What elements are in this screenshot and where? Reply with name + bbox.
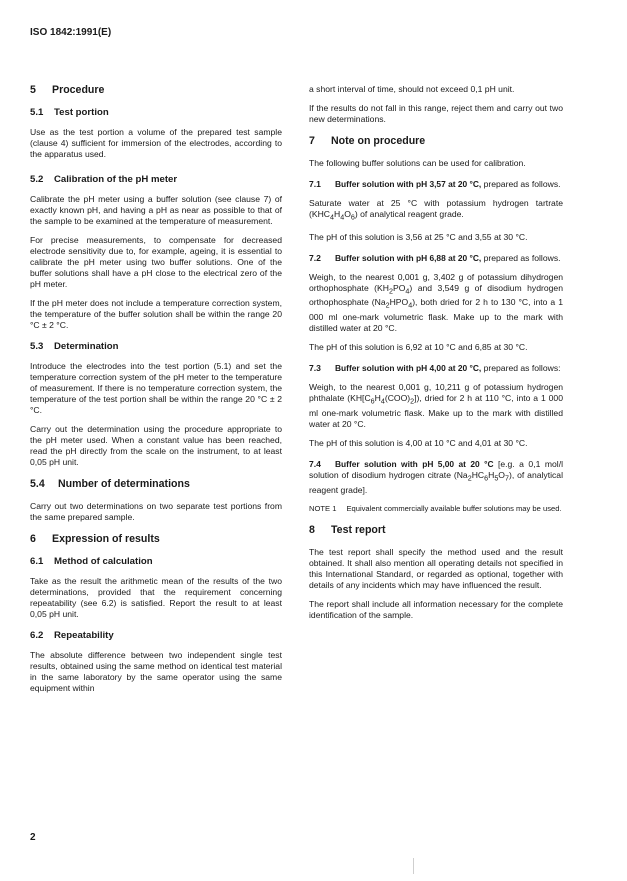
section-6-1-heading [30, 556, 282, 568]
paragraph [309, 198, 563, 224]
standard-header: ISO 1842:1991(E) [30, 27, 112, 38]
paragraph: The test report shall specify the method used and the result obtained. It shall also mention all operating details not specified in this International Standard, or regarded as optional, together with details of any incidents which may have influenced the result. [309, 546, 563, 590]
text-run: (COO) [384, 393, 411, 404]
section-title: Number of determinations [58, 478, 190, 490]
paragraph: The following buffer solutions can be used for calibration. [309, 158, 526, 168]
section-number: 5.3 [30, 341, 44, 352]
scan-mark [413, 858, 414, 874]
heading-tail: prepared as follows: [481, 363, 561, 374]
section-number: 5.2 [30, 174, 44, 185]
text-run: ) of analytical reagent grade. [354, 209, 464, 219]
left-column [30, 84, 282, 702]
heading-tail: prepared as follows. [481, 252, 561, 263]
paragraph: The pH of this solution is 6,92 at 10 °C and 6,85 at 30 °C. [309, 342, 528, 353]
subscript: 6 [350, 213, 355, 222]
paragraph: For precise measurements, to compensate for decreased electrode sensitivity due to, for example, ageing, it is essential to calibrate the pH meter using two buffer solutions. One of the buffer solutions shall have a pH close to the electrical zero of the pH meter. [30, 235, 282, 289]
section-title: Buffer solution with pH 3,57 at 20 °C, [335, 179, 482, 189]
section-number: 6.2 [30, 630, 44, 641]
text-run: ), of analytical reagent grade]. [309, 469, 563, 495]
subscript: 4 [380, 397, 385, 406]
section-title: Buffer solution with pH 5,00 at 20 °C [335, 458, 494, 469]
text-run: H [334, 209, 341, 219]
paragraph: If the pH meter does not include a temperature correction system, the temperature of the buffer solution shall be within the range 20 °C ± 2 °C. [30, 298, 282, 330]
section-number: 7.1 [309, 179, 321, 189]
text-run: H [488, 469, 495, 480]
subscript: 2 [410, 397, 415, 406]
text-run: PO [392, 282, 406, 293]
page-number: 2 [30, 832, 36, 843]
text-run: O [498, 469, 505, 480]
paragraph: Use as the test portion a volume of the prepared test sample (clause 4) sufficient for immersion of the electrodes, according to the apparatus used. [30, 127, 282, 159]
section-number: 5.1 [30, 107, 44, 118]
subscript: 5 [494, 474, 499, 483]
subscript: 2 [467, 474, 472, 483]
subscript: 4 [340, 213, 345, 222]
section-title: Procedure [52, 84, 105, 96]
paragraph: The absolute difference between two independent single test results, obtained using the same method on identical test material in the same laboratory by the same operator using the same equipment within [30, 650, 282, 693]
paragraph: Calibrate the pH meter using a buffer solution (see clause 7) of exactly known pH, and having a pH as near as possible to that of the sample to be examined at the temperature of measurement. [30, 194, 282, 226]
section-number: 6.1 [30, 556, 44, 567]
subscript: 6 [370, 397, 375, 406]
paragraph: a short interval of time, should not exceed 0,1 pH unit. [309, 84, 515, 94]
note [309, 504, 563, 514]
subscript: 4 [408, 302, 413, 311]
subscript: 4 [330, 213, 334, 222]
paragraph: Take as the result the arithmetic mean of the results of the two determinations, provided that the requirement concerning repeatability (see 6.2) is satisfied. Report the result to at least 0,05 pH unit. [30, 576, 282, 619]
section-title: Test report [331, 523, 386, 536]
section-title: Method of calculation [54, 556, 153, 567]
paragraph: The pH of this solution is 4,00 at 10 °C and 4,01 at 30 °C. [309, 437, 528, 448]
section-6-heading [30, 533, 282, 546]
section-7-1-heading [309, 179, 563, 190]
section-number: 6 [30, 533, 36, 545]
section-8-heading [309, 524, 563, 537]
section-5-heading [30, 84, 282, 97]
paragraph: Introduce the electrodes into the test portion (5.1) and set the temperature correction system of the pH meter to the temperature of measurement. If there is no temperature correction system, the temperature of the test portion shall be within the range 20 °C ± 2 °C. [30, 361, 282, 415]
subscript: 2 [385, 302, 390, 311]
text-run: ) and 3,549 g of disodium hydrogen orthophosphate (Na [309, 282, 563, 308]
text-run: Weigh, to the nearest 0,001 g, 10,211 g of potassium hydrogen phthalate (KH[C [309, 382, 563, 404]
note-label: NOTE 1 [309, 503, 337, 513]
text-run: ), both dried for 2 h to 130 °C, into a 1 000 ml one-mark volumetric flask. Make up to the mark with distilled water at 20 °C. [309, 297, 563, 334]
section-5-2-heading [30, 174, 282, 186]
paragraph: Carry out the determination using the procedure appropriate to the pH meter used. When a constant value has been reached, read the pH directly from the scale on the instrument, to at least 0,05 pH unit. [30, 424, 282, 467]
subscript: 6 [484, 474, 489, 483]
section-title: Buffer solution with pH 4,00 at 20 °C, [335, 363, 482, 374]
section-7-heading [309, 135, 563, 148]
section-title: Determination [54, 341, 119, 352]
text-run: HC [471, 469, 485, 480]
section-5-3-heading [30, 341, 282, 353]
text-run: Saturate water at 25 °C with potassium hydrogen tartrate (KHC [309, 198, 563, 219]
heading-tail: prepared as follows. [481, 179, 561, 189]
subscript: 2 [388, 287, 393, 296]
text-run: [e.g. a 0,1 mol/l solution of disodium hydrogen citrate (Na [309, 458, 563, 480]
subscript: 4 [405, 287, 410, 296]
text-run: ]), dried for 2 h at 110 °C, into a 1 000 ml one-mark volumetric flask. Make up to the mark with distilled water at 20 °C. [309, 393, 563, 429]
section-title: Calibration of the pH meter [54, 174, 178, 185]
section-title: Note on procedure [331, 135, 426, 147]
section-number: 7.4 [309, 458, 321, 469]
section-title: Buffer solution with pH 6,88 at 20 °C, [335, 252, 482, 263]
section-5-4-heading [30, 478, 282, 491]
text-run: Weigh, to the nearest 0,001 g, 3,402 g of potassium dihydrogen orthophosphate (KH [309, 271, 563, 293]
text-run: O [344, 209, 351, 219]
section-number: 7 [309, 135, 315, 147]
text-run: HPO [389, 297, 409, 308]
section-6-2-heading [30, 630, 282, 642]
paragraph: If the results do not fall in this range, reject them and carry out two new determinations. [309, 103, 563, 124]
section-7-4-heading [309, 459, 563, 496]
paragraph [309, 272, 563, 334]
section-7-3-heading [309, 363, 563, 374]
subscript: 7 [504, 474, 509, 483]
section-number: 8 [309, 523, 315, 536]
section-number: 7.3 [309, 363, 321, 374]
section-title: Test portion [54, 107, 109, 118]
section-number: 7.2 [309, 252, 321, 263]
section-number: 5 [30, 84, 36, 96]
section-title: Repeatability [54, 630, 114, 641]
section-5-1-heading [30, 107, 282, 119]
section-title: Expression of results [52, 533, 160, 545]
section-7-2-heading [309, 253, 563, 264]
section-number: 5.4 [30, 478, 45, 490]
paragraph: The report shall include all information necessary for the complete identification of the sample. [309, 598, 563, 620]
note-text: Equivalent commercially available buffer solutions may be used. [346, 503, 562, 513]
paragraph: The pH of this solution is 3,56 at 25 °C and 3,55 at 30 °C. [309, 231, 528, 242]
paragraph [309, 382, 563, 430]
right-column [309, 84, 563, 629]
text-run: H [374, 393, 381, 404]
paragraph: Carry out two determinations on two separate test portions from the same prepared sample. [30, 501, 282, 522]
